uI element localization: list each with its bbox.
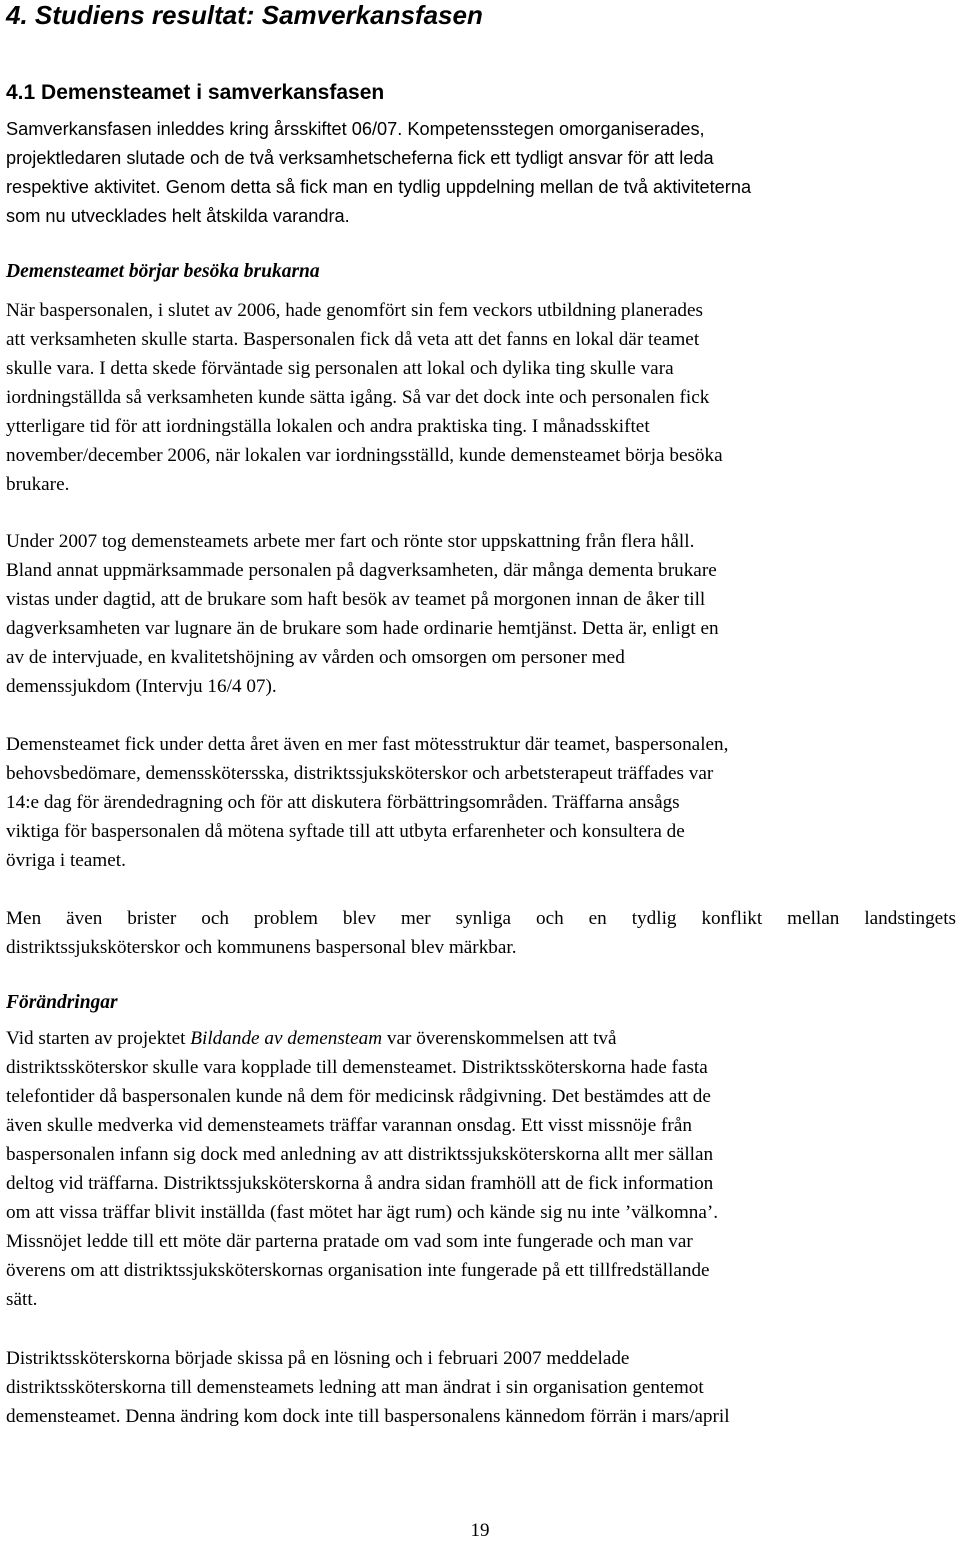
- text-line: [6, 1024, 617, 1053]
- text-line: Distriktssköterskorna började skissa på en lösning och i februari 2007 meddelade: [6, 1348, 630, 1369]
- text-run: var överenskommelsen att två: [382, 1028, 617, 1049]
- text-line: Samverkansfasen inleddes kring årsskiftet 06/07. Kompetensstegen omorganiserades,: [6, 119, 705, 139]
- text-line: distriktssköterskor skulle vara kopplade till demensteamet. Distriktssköterskorna hade fasta: [6, 1057, 708, 1078]
- text-line: respektive aktivitet. Genom detta så fick man en tydlig uppdelning mellan de två aktiviteterna: [6, 177, 752, 197]
- text-line: Demensteamet fick under detta året även en mer fast mötesstruktur där teamet, baspersonalen,: [6, 734, 729, 755]
- text-line: behovsbedömare, demensskötersska, distriktssjuksköterskor och arbetsterapeut träffades var: [6, 763, 714, 784]
- text-line: Men även brister och problem blev mer synliga och en tydlig konflikt mellan landstingets: [6, 908, 956, 929]
- text-line: deltog vid träffarna. Distriktssjuksköterskorna å andra sidan framhöll att de fick information: [6, 1173, 714, 1194]
- page-number: 19: [470, 1520, 490, 1541]
- chapter-title: 4. Studiens resultat: Samverkansfasen: [6, 0, 483, 30]
- text-line: demenssjukdom (Intervju 16/4 07).: [6, 676, 277, 697]
- text-run: Vid starten av projektet: [6, 1028, 191, 1049]
- text-line: som nu utvecklades helt åtskilda varandra.: [6, 206, 350, 226]
- text-line: Under 2007 tog demensteamets arbete mer fart och rönte stor uppskattning från flera håll.: [6, 531, 695, 552]
- text-line: baspersonalen infann sig dock med anledning av att distriktssjuksköterskorna allt mer sällan: [6, 1144, 714, 1165]
- text-line: 14:e dag för ärendedragning och för att diskutera förbättringsområden. Träffarna ansågs: [6, 792, 680, 813]
- text-line: överens om att distriktssjuksköterskornas organisation inte fungerade på ett tillfredställande: [6, 1260, 710, 1281]
- text-line: även skulle medverka vid demensteamets träffar varannan onsdag. Ett visst missnöje från: [6, 1115, 692, 1136]
- text-line: projektledaren slutade och de två verksamhetscheferna fick ett tydligt ansvar för att leda: [6, 148, 714, 168]
- text-line: om att vissa träffar blivit inställda (fast mötet har ägt rum) och kände sig nu inte ’välkomna’.: [6, 1202, 719, 1223]
- text-line: sätt.: [6, 1289, 38, 1310]
- text-line: skulle vara. I detta skede förväntade sig personalen att lokal och dylika ting skulle vara: [6, 358, 674, 379]
- text-line: av de intervjuade, en kvalitetshöjning av vården och omsorgen om personer med: [6, 647, 625, 668]
- text-line: dagverksamheten var lugnare än de brukare som hade ordinarie hemtjänst. Detta är, enligt en: [6, 618, 719, 639]
- text-line: brukare.: [6, 474, 70, 495]
- text-line: november/december 2006, när lokalen var iordningsställd, kunde demensteamet börja besöka: [6, 445, 723, 466]
- text-line: distriktssköterskorna till demensteamets ledning att man ändrat i sin organisation gentemot: [6, 1377, 704, 1398]
- text-line: demensteamet. Denna ändring kom dock inte till baspersonalens kännedom förrän i mars/april: [6, 1406, 730, 1427]
- text-line: telefontider då baspersonalen kunde nå dem för medicinsk rådgivning. Det bestämdes att de: [6, 1086, 711, 1107]
- text-line: Missnöjet ledde till ett möte där parterna pratade om vad som inte fungerade och man var: [6, 1231, 693, 1252]
- text-line: vistas under dagtid, att de brukare som haft besök av teamet på morgonen innan de åker till: [6, 589, 706, 610]
- text-line: ytterligare tid för att iordningställa lokalen och andra praktiska ting. I månadsskiftet: [6, 416, 650, 437]
- text-line: övriga i teamet.: [6, 850, 126, 871]
- text-line: Bland annat uppmärksammade personalen på dagverksamheten, där många dementa brukare: [6, 560, 717, 581]
- text-line: iordningställda så verksamheten kunde sätta igång. Så var det dock inte och personalen fick: [6, 387, 710, 408]
- text-line: att verksamheten skulle starta. Baspersonalen fick då veta att det fanns en lokal där teamet: [6, 329, 700, 350]
- project-name-italic: Bildande av demensteam: [190, 1028, 383, 1049]
- text-line: När baspersonalen, i slutet av 2006, hade genomfört sin fem veckors utbildning planerades: [6, 300, 703, 321]
- section-title: 4.1 Demensteamet i samverkansfasen: [6, 81, 385, 104]
- subheading-forandringar: Förändringar: [6, 992, 118, 1013]
- text-line: viktiga för baspersonalen då mötena syftade till att utbyta erfarenheter och konsultera de: [6, 821, 685, 842]
- subheading-demensteamet: Demensteamet börjar besöka brukarna: [6, 261, 320, 282]
- text-line: distriktssjuksköterskor och kommunens baspersonal blev märkbar.: [6, 937, 517, 958]
